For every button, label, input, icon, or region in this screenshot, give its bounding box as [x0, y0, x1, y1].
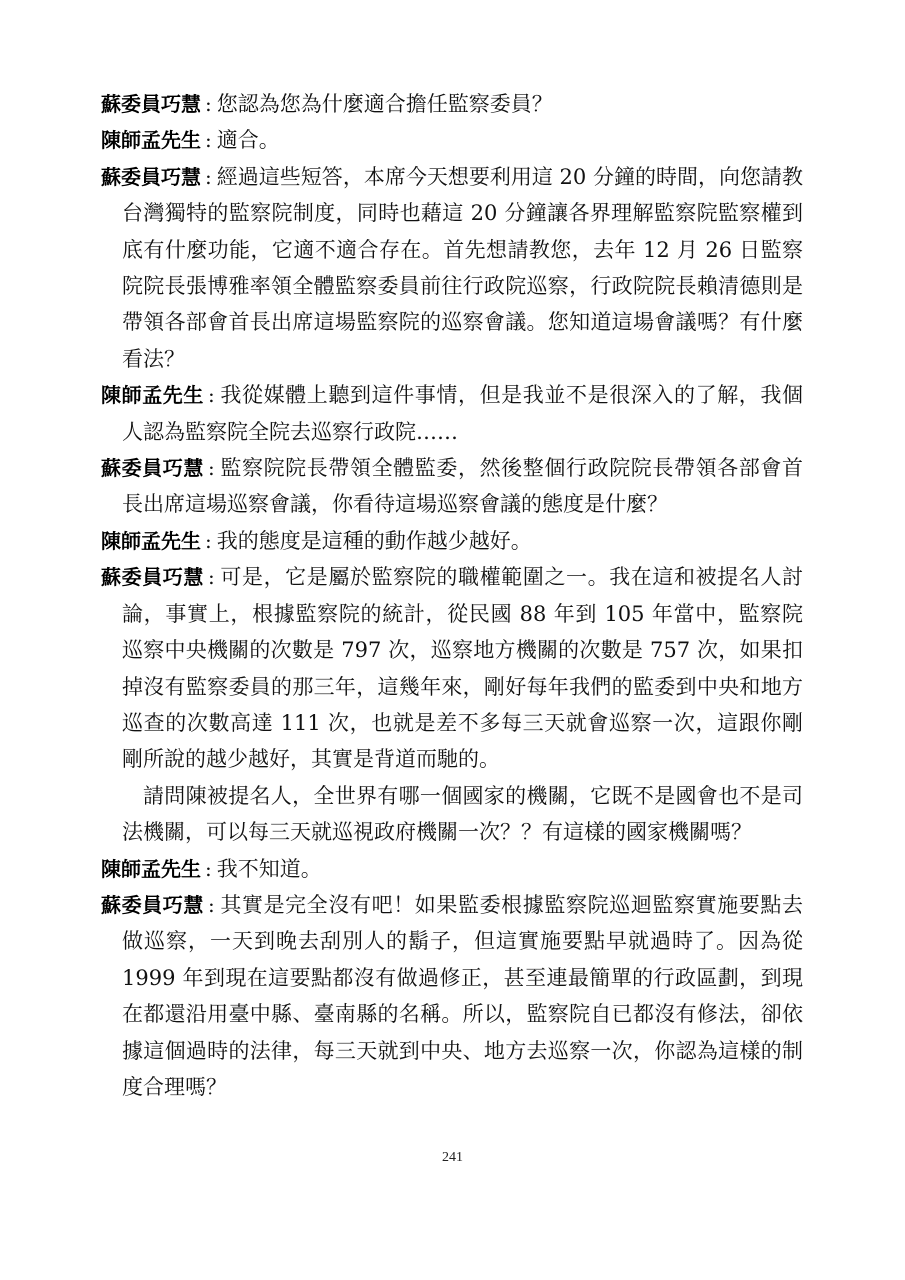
speaker-separator: :	[205, 528, 212, 553]
speaker-name: 蘇委員巧慧	[101, 92, 201, 116]
speaker-separator: :	[205, 164, 212, 189]
dialogue-entry	[101, 559, 803, 777]
speech-text: 我從媒體上聽到這件事情，但是我並不是很深入的了解，我個人認為監察院全院去巡察行政院……	[122, 383, 804, 444]
speech-text: 您認為您為什麼適合擔任監察委員？	[216, 92, 553, 116]
speaker-name: 陳師孟先生	[101, 856, 201, 881]
speaker-name: 陳師孟先生	[101, 383, 205, 408]
dialogue-entry	[101, 159, 803, 377]
speech-text: 我不知道。	[216, 856, 322, 881]
speech-text: 其實是完全沒有吧！如果監委根據監察院巡迴監察實施要點去做巡察，一天到晚去刮別人的鬍子，但這實施要點早就過時了。因為從 1999 年到現在這要點都沒有做過修正，甚至連最簡單的行政區劃，到現在都還沿用臺中縣、臺南縣的名稱。所以，監察院自已都沒有修法，卻依據這個過時的法律，每三天就到中央、地方去巡察一次，你認為這樣的制度合理嗎？	[122, 892, 804, 1099]
speech-text: 適合。	[216, 128, 280, 153]
speaker-name: 蘇委員巧慧	[101, 456, 205, 481]
speech-text: 可是，它是屬於監察院的職權範圍之一。我在這和被提名人討論，事實上，根據監察院的統計，從民國 88 年到 105 年當中，監察院巡察中央機關的次數是 797 次，巡察地方機關的次數是 757 次，如果扣掉沒有監察委員的那三年，這幾年來，剛好每年我們的監委到中央和地方巡查的次數高達 111 次，也就是差不多每三天就會巡察一次，這跟你剛剛所說的越少越好，其實是背道而馳的。	[122, 565, 804, 772]
dialogue-entry	[101, 450, 803, 523]
speaker-name: 蘇委員巧慧	[101, 892, 205, 917]
speech-text: 監察院院長帶領全體監委，然後整個行政院院長帶領各部會首長出席這場巡察會議，你看待這場巡察會議的態度是什麼？	[122, 456, 804, 517]
speaker-name: 蘇委員巧慧	[101, 164, 202, 189]
speaker-separator: :	[208, 565, 215, 590]
speaker-separator: :	[208, 383, 215, 408]
dialogue-entry	[101, 887, 803, 1105]
page-number: 241	[442, 1150, 463, 1165]
dialogue-entry	[101, 523, 803, 559]
speaker-name: 陳師孟先生	[101, 528, 201, 553]
dialogue-entry	[101, 86, 803, 122]
speaker-separator: :	[205, 128, 212, 153]
continuation-paragraph: 請問陳被提名人，全世界有哪一個國家的機關，它既不是國會也不是司法機關，可以每三天就巡視政府機關一次？？有這樣的國家機關嗎？	[122, 783, 803, 845]
dialogue-entry	[101, 377, 803, 450]
speaker-name: 蘇委員巧慧	[101, 565, 205, 590]
transcript-body	[101, 86, 803, 1105]
speaker-separator: :	[205, 856, 212, 881]
speaker-separator: :	[205, 92, 212, 116]
dialogue-entry	[101, 851, 803, 887]
speaker-name: 陳師孟先生	[101, 128, 201, 153]
speech-text: 經過這些短答，本席今天想要利用這 20 分鐘的時間，向您請教台灣獨特的監察院制度，同時也藉這 20 分鐘讓各界理解監察院監察權到底有什麼功能，它適不適合存在。首先想請教您，去年 12 月 26 日監察院院長張博雅率領全體監察委員前往行政院巡察，行政院院長賴清德則是帶領各部會首長出席這場監察院的巡察會議。您知道這場會議嗎？有什麼看法？	[122, 164, 803, 371]
speaker-separator: :	[208, 456, 215, 481]
speaker-separator: :	[208, 892, 215, 917]
dialogue-entry	[101, 122, 803, 158]
speech-text: 我的態度是這種的動作越少越好。	[216, 528, 532, 553]
